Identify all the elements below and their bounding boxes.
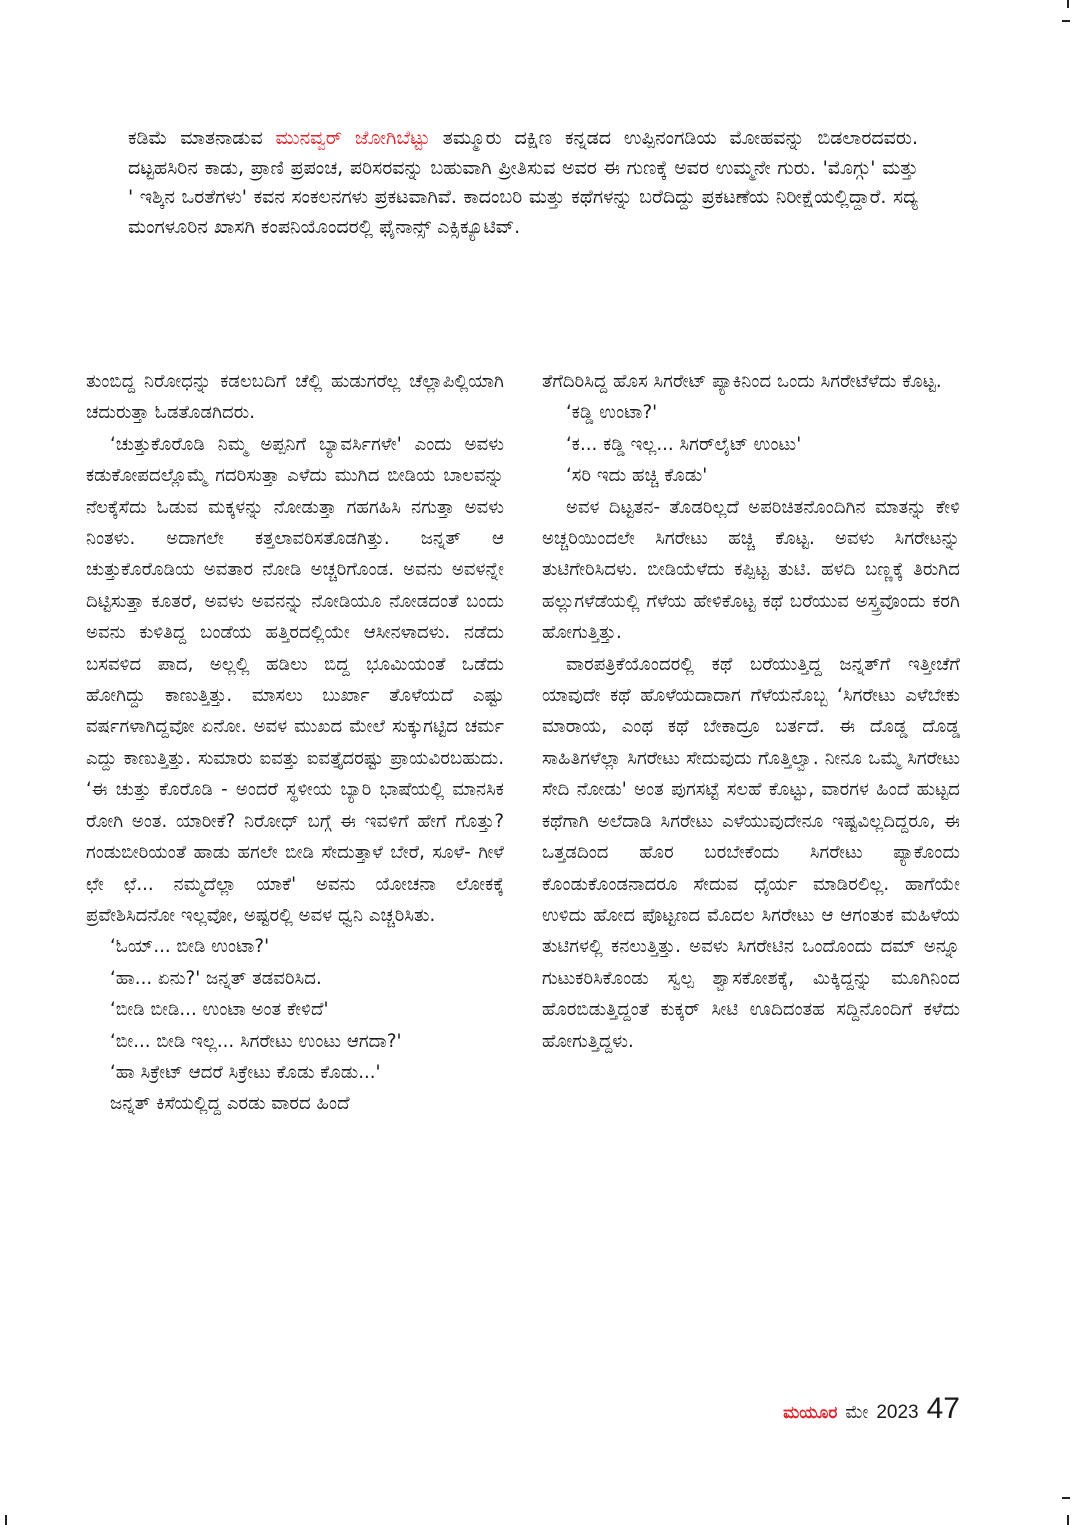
author-bio (128, 124, 918, 242)
page-footer (783, 1392, 960, 1428)
crop-mark (1062, 1497, 1070, 1499)
issue-month: ಮೇ (845, 1402, 869, 1423)
author-name: ಮುನವ್ವರ್ ಜೋಗಿಬೆಟ್ಟು (275, 127, 430, 149)
dialogue-line: ‘ಬೀ... ಬೀಡಿ ಇಲ್ಲ... ಸಿಗರೇಟು ಉಂಟು ಆಗದಾ?' (110, 1030, 402, 1052)
dialogue-line: ‘ಓಯ್... ಬೀಡಿ ಉಂಟಾ?' (110, 936, 270, 958)
magazine-name: ಮಯೂರ (783, 1403, 838, 1423)
crop-mark (1062, 20, 1070, 22)
paragraph: ‘ಚುತ್ತುಕೊರೊಡಿ ನಿಮ್ಮ ಅಪ್ಪನಿಗೆ ಬ್ಯಾವರ್ಸಿಗಳೇ' ಎಂದು ಅವಳು ಕಡುಕೋಪದಲ್ಲೊಮ್ಮೆ ಗದರಿಸುತ್ತಾ ಎಳೆದು ಮುಗಿದ ಬೀಡಿಯ ಬಾಲವನ್ನು ನೆಲಕ್ಕೆಸೆದು ಓಡುವ ಮಕ್ಕಳನ್ನು ನೋಡುತ್ತಾ ಗಹಗಹಿಸಿ ನಗುತ್ತಾ ಅವಳು ನಿಂತಳು. ಅದಾಗಲೇ ಕತ್ತಲಾವರಿಸತೊಡಗಿತ್ತು. ಜನ್ನತ್ ಆ ಚುತ್ತುಕೊರೊಡಿಯ ಅವತಾರ ನೋಡಿ ಅಚ್ಚರಿಗೊಂಡ. ಅವನು ಅವಳನ್ನೇ ದಿಟ್ಟಿಸುತ್ತಾ ಕೂತರೆ, ಅವಳು ಅವನನ್ನು ನೋಡಿಯೂ ನೋಡದಂತೆ ಬಂದು ಅವನು ಕುಳಿತಿದ್ದ ಬಂಡೆಯ ಹತ್ತಿರದಲ್ಲಿಯೇ ಆಸೀನಳಾದಳು. ನಡೆದು ಬಸವಳಿದ ಪಾದ, ಅಲ್ಲಲ್ಲಿ ಹಡಿಲು ಬಿದ್ದ ಭೂಮಿಯಂತೆ ಒಡೆದು ಹೋಗಿದ್ದು ಕಾಣುತ್ತಿತ್ತು. ಮಾಸಲು ಬುರ್ಖಾ ತೊಳೆಯದೆ ಎಷ್ಟು ವರ್ಷಗಳಾಗಿದ್ದವೋ ಏನೋ. ಅವಳ ಮುಖದ ಮೇಲೆ ಸುಕ್ಕುಗಟ್ಟಿದ ಚರ್ಮ ಎದ್ದು ಕಾಣುತ್ತಿತ್ತು. ಸುಮಾರು ಐವತ್ತು ಐವತ್ತೈದರಷ್ಟು ಪ್ರಾಯವಿರಬಹುದು. ‘ಈ ಚುತ್ತು ಕೊರೊಡಿ - ಅಂದರೆ ಸ್ಥಳೀಯ ಬ್ಯಾರಿ ಭಾಷೆಯಲ್ಲಿ ಮಾನಸಿಕ ರೋಗಿ ಅಂತ. ಯಾರೀಕೆ? ನಿರೋಧ್ ಬಗ್ಗೆ ಈ ಇವಳಿಗೆ ಹೇಗೆ ಗೊತ್ತು? ಗಂಡುಬೀರಿಯಂತೆ ಹಾಡು ಹಗಲೇ ಬೀಡಿ ಸೇದುತ್ತಾಳೆ ಬೇರೆ, ಸೂಳೆ- ಗೀಳೆ ಛೇ ಛೆ... ನಮ್ಮದೆಲ್ಲಾ ಯಾಕೆ' ಅವನು ಯೋಚನಾ ಲೋಕಕ್ಕೆ ಪ್ರವೇಶಿಸಿದನೋ ಇಲ್ಲವೋ, ಅಷ್ಟರಲ್ಲಿ ಅವಳ ಧ್ವನಿ ಎಚ್ಚರಿಸಿತು. (86, 433, 504, 926)
dialogue-line: ‘ಹಾ ಸಿಕ್ರೇಟ್ ಆದರೆ ಸಿಕ್ರೇಟು ಕೊಡು ಕೊಡು...' (110, 1061, 381, 1083)
issue-year: 2023 (876, 1402, 919, 1423)
right-column (542, 366, 960, 1057)
paragraph: ಅವಳ ದಿಟ್ಟತನ- ತೊಡರಿಲ್ಲದೆ ಅಪರಿಚಿತನೊಂದಿಗಿನ ಮಾತನ್ನು ಕೇಳಿ ಅಚ್ಚರಿಯಿಂದಲೇ ಸಿಗರೇಟು ಹಚ್ಚಿ ಕೊಟ್ಟ. ಅವಳು ಸಿಗರೇಟನ್ನು ತುಟಿಗೇರಿಸಿದಳು. ಬೀಡಿಯೆಳೆದು ಕಪ್ಪಿಟ್ಟ ತುಟಿ. ಹಳದಿ ಬಣ್ಣಕ್ಕೆ ತಿರುಗಿದ ಹಲ್ಲುಗಳೆಡೆಯಲ್ಲಿ ಗೆಳೆಯ ಹೇಳಿಕೊಟ್ಟ ಕಥೆ ಬರೆಯುವ ಅಸ್ತ್ರವೊಂದು ಕರಗಿ ಹೋಗುತ್ತಿತ್ತು. (542, 496, 960, 644)
dialogue-line: ‘ಕಡ್ಡಿ ಉಂಟಾ?' (566, 402, 658, 424)
crop-mark (5, 1515, 7, 1525)
page-number: 47 (926, 1392, 960, 1425)
paragraph: ತುಂಬಿದ್ದ ನಿರೋಧನ್ನು ಕಡಲಬದಿಗೆ ಚೆಲ್ಲಿ ಹುಡುಗರೆಲ್ಲ ಚೆಲ್ಲಾಪಿಲ್ಲಿಯಾಗಿ ಚದುರುತ್ತಾ ಓಡತೊಡಗಿದರು. (86, 371, 504, 424)
crop-mark (1067, 1515, 1069, 1525)
dialogue-line: ‘ಹಾ... ಏನು?' ಜನ್ನತ್ ತಡವರಿಸಿದ. (110, 967, 322, 989)
dialogue-line: ‘ಸರಿ ಇದು ಹಚ್ಚಿ ಕೊಡು' (566, 465, 708, 487)
bio-prefix: ಕಡಿಮೆ ಮಾತನಾಡುವ (128, 127, 276, 149)
left-column (86, 366, 504, 1120)
paragraph: ತೆಗೆದಿರಿಸಿದ್ದ ಹೊಸ ಸಿಗರೇಟ್ ಪ್ಯಾಕಿನಿಂದ ಒಂದು ಸಿಗರೇಟೆಳೆದು ಕೊಟ್ಟ. (542, 371, 942, 392)
bio-text: ತಮ್ಮೂರು ದಕ್ಷಿಣ ಕನ್ನಡದ ಉಪ್ಪಿನಂಗಡಿಯ ಮೋಹವನ್ನು ಬಿಡಲಾರದವರು. ದಟ್ಟಹಸಿರಿನ ಕಾಡು, ಪ್ರಾಣಿ ಪ್ರಪಂಚ, ಪರಿಸರವನ್ನು ಬಹುವಾಗಿ ಪ್ರೀತಿಸುವ ಅವರ ಈ ಗುಣಕ್ಕೆ ಅವರ ಉಮ್ಮನೇ ಗುರು. 'ಮೊಗ್ಗು' ಮತ್ತು ' ಇಶ್ಕಿನ ಒರತೆಗಳು' ಕವನ ಸಂಕಲನಗಳು ಪ್ರಕಟವಾಗಿವೆ. ಕಾದಂಬರಿ ಮತ್ತು ಕಥೆಗಳನ್ನು ಬರೆದಿದ್ದು ಪ್ರಕಟಣೆಯ ನಿರೀಕ್ಷೆಯಲ್ಲಿದ್ದಾರೆ. ಸದ್ಯ ಮಂಗಳೂರಿನ ಖಾಸಗಿ ಕಂಪನಿಯೊಂದರಲ್ಲಿ ಫೈನಾನ್ಸ್ ಎಕ್ಸಿಕ್ಯೂಟಿವ್. (128, 127, 919, 238)
dialogue-line: ‘ಬೀಡಿ ಬೀಡಿ... ಉಂಟಾ ಅಂತ ಕೇಳಿದೆ' (110, 999, 329, 1021)
dialogue-line: ‘ಕ... ಕಡ್ಡಿ ಇಲ್ಲ... ಸಿಗರ್‌ಲೈಟ್ ಉಂಟು' (566, 433, 802, 455)
crop-mark (1067, 0, 1069, 8)
paragraph: ಜನ್ನತ್ ಕಿಸೆಯಲ್ಲಿದ್ದ ಎರಡು ವಾರದ ಹಿಂದೆ (110, 1093, 350, 1115)
paragraph: ವಾರಪತ್ರಿಕೆಯೊಂದರಲ್ಲಿ ಕಥೆ ಬರೆಯುತ್ತಿದ್ದ ಜನ್ನತ್‌ಗೆ ಇತ್ತೀಚೆಗೆ ಯಾವುದೇ ಕಥೆ ಹೊಳೆಯದಾದಾಗ ಗೆಳೆಯನೊಬ್ಬ ‘ಸಿಗರೇಟು ಎಳೆಬೇಕು ಮಾರಾಯ, ಎಂಥ ಕಥೆ ಬೇಕಾದ್ರೂ ಬರ್ತದೆ. ಈ ದೊಡ್ಡ ದೊಡ್ಡ ಸಾಹಿತಿಗಳೆಲ್ಲಾ ಸಿಗರೇಟು ಸೇದುವುದು ಗೊತ್ತಿಲ್ವಾ. ನೀನೂ ಒಮ್ಮೆ ಸಿಗರೇಟು ಸೇದಿ ನೋಡು' ಅಂತ ಪುಗಸಟ್ಟೆ ಸಲಹೆ ಕೊಟ್ಟು, ವಾರಗಳ ಹಿಂದೆ ಹುಟ್ಟದ ಕಥೆಗಾಗಿ ಅಲೆದಾಡಿ ಸಿಗರೇಟು ಎಳೆಯುವುದೇನೂ ಇಷ್ಟವಿಲ್ಲದಿದ್ದರೂ, ಈ ಒತ್ತಡದಿಂದ ಹೊರ ಬರಬೇಕೆಂದು ಸಿಗರೇಟು ಪ್ಯಾಕೊಂದು ಕೊಂಡುಕೊಂಡನಾದರೂ ಸೇದುವ ಧೈರ್ಯ ಮಾಡಿರಲಿಲ್ಲ. ಹಾಗೆಯೇ ಉಳಿದು ಹೋದ ಪೊಟ್ಟಣದ ಮೊದಲ ಸಿಗರೇಟು ಆ ಆಗಂತುಕ ಮಹಿಳೆಯ ತುಟಿಗಳಲ್ಲಿ ಕನಲುತ್ತಿತ್ತು. ಅವಳು ಸಿಗರೇಟಿನ ಒಂದೊಂದು ದಮ್ ಅನ್ನೂ ಗುಟುಕರಿಸಿಕೊಂಡು ಸ್ವಲ್ಪ ಶ್ವಾಸಕೋಶಕ್ಕೆ, ಮಿಕ್ಕಿದ್ದನ್ನು ಮೂಗಿನಿಂದ ಹೊರಬಿಡುತ್ತಿದ್ದಂತೆ ಕುಕ್ಕರ್ ಸೀಟಿ ಊದಿದಂತಹ ಸದ್ದಿನೊಂದಿಗೆ ಕಳೆದು ಹೋಗುತ್ತಿದ್ದಳು. (542, 653, 960, 1052)
